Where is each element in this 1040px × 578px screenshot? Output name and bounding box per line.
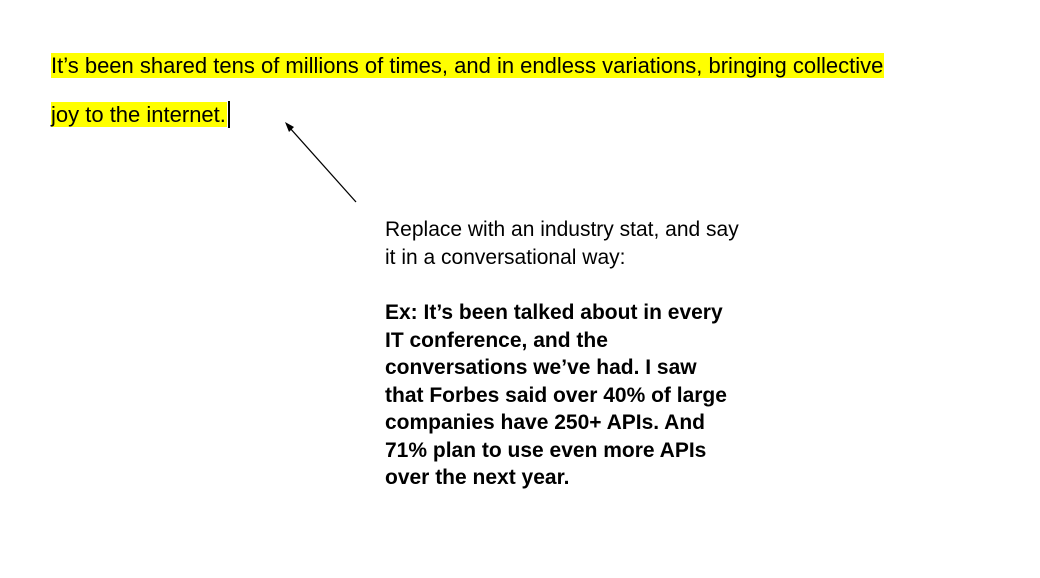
example-line: IT conference, and the [385,328,608,352]
example-line: 71% plan to use even more APIs [385,438,707,462]
highlighted-text[interactable]: It’s been shared tens of millions of times, and in endless variations, bringing collective [51,53,884,78]
instruction-line: Replace with an industry stat, and say [385,218,739,241]
example-line: Ex: It’s been talked about in every [385,301,723,324]
highlighted-text[interactable]: joy to the internet. [51,102,226,127]
speaker-note-annotation[interactable] [385,216,785,492]
example-line: over the next year. [385,466,570,489]
example-line: conversations we’ve had. I saw [385,356,697,379]
example-line: that Forbes said over 40% of large [385,383,727,407]
paragraph-spacer [385,271,785,299]
example-line: companies have 250+ APIs. And [385,411,705,434]
instruction-line: it in a conversational way: [385,245,626,269]
